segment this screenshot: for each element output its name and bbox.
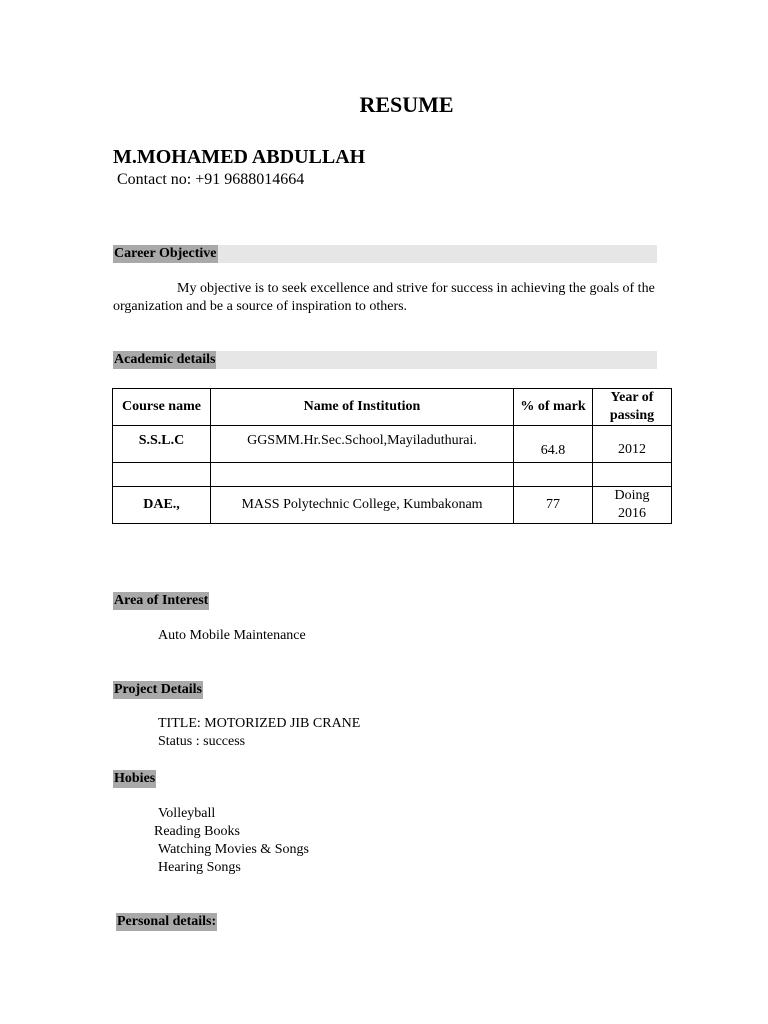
cell-mark: 64.8 [514,426,593,463]
project-details-heading: Project Details [114,682,202,697]
header-year-of-passing: Year of passing [593,389,672,426]
table-row [113,487,672,524]
cell-institution: GGSMM.Hr.Sec.School,Mayiladuthurai. [211,426,514,463]
table-row [113,463,672,487]
table-row [113,426,672,463]
project-status: Status : success [158,734,246,749]
hobby-item: Reading Books [154,824,240,839]
project-title: TITLE: MOTORIZED JIB CRANE [158,716,361,731]
area-of-interest-heading: Area of Interest [114,593,209,608]
candidate-name: M.MOHAMED ABDULLAH [113,146,366,168]
resume-title: RESUME [359,92,454,117]
interest-item: Auto Mobile Maintenance [158,628,306,643]
cell-course [113,463,211,487]
academic-details-heading: Academic details [114,352,216,367]
cell-mark [514,463,593,487]
hobbies-heading: Hobies [114,771,156,786]
cell-year: 2012 [593,426,672,463]
contact-number: Contact no: +91 9688014664 [117,171,305,188]
academic-table [112,388,672,524]
table-header-row [113,389,672,426]
cell-mark: 77 [514,487,593,524]
cell-year [593,463,672,487]
cell-institution [211,463,514,487]
header-institution: Name of Institution [211,389,514,426]
cell-course: DAE., [113,487,211,524]
cell-institution: MASS Polytechnic College, Kumbakonam [211,487,514,524]
hobby-item: Hearing Songs [158,860,241,875]
career-objective-text: My objective is to seek excellence and strive for success in achieving the goals of the organization and be a source of inspiration to others. [113,281,655,314]
career-objective-heading: Career Objective [114,246,217,261]
cell-year: Doing 2016 [593,487,672,524]
hobby-item: Volleyball [158,806,216,821]
header-course-name: Course name [113,389,211,426]
header-percent-mark: % of mark [514,389,593,426]
hobby-item: Watching Movies & Songs [158,842,309,857]
cell-course: S.S.L.C [113,426,211,463]
personal-details-heading: Personal details: [117,914,217,929]
